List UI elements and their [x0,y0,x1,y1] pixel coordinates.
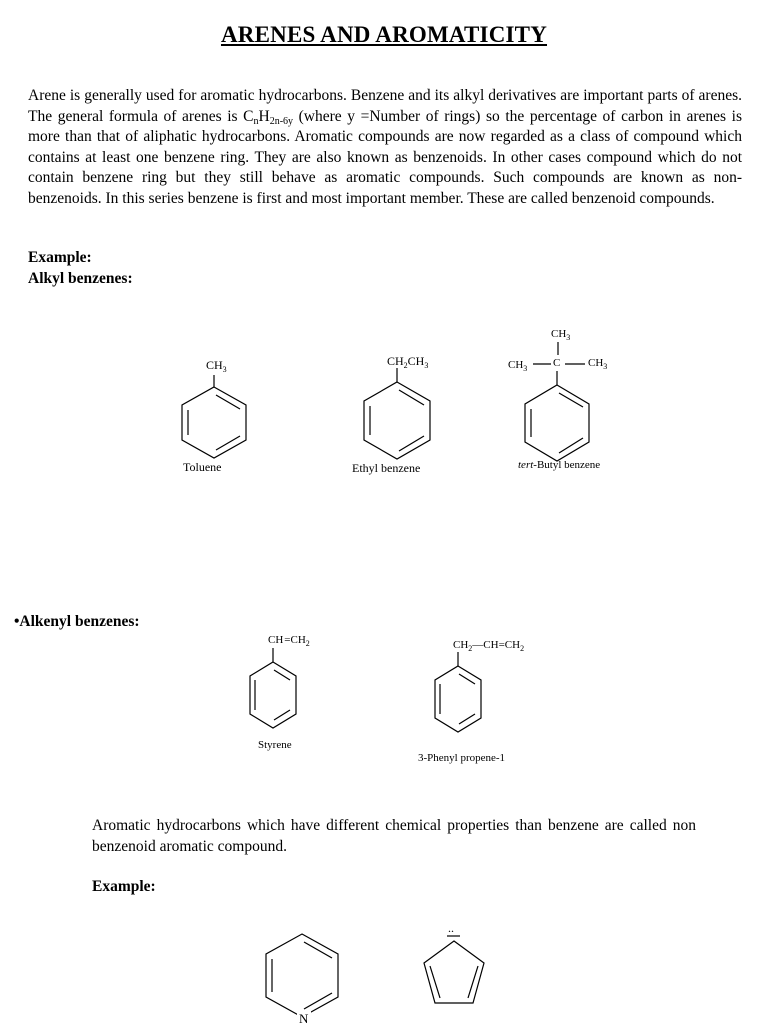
intro-text-1: Arene is generally used for aromatic hydrocarbons. Benzene and its alkyl derivatives are important parts of arenes. The general formula of arenes is C [28,87,742,125]
example-label: Example: [28,249,92,266]
page-title: ARENES AND AROMATICITY [220,22,548,47]
tbutyl-center-atom: C [553,357,561,369]
example-label-2: Example: [92,878,156,895]
propene-name: 3-Phenyl propene-1 [418,752,506,764]
pyridine-structure [266,934,338,1024]
formula-sub-h: 2n-6y [269,115,294,127]
propene-group-label: $CH_2—CH=CH_2$ [453,639,525,653]
ethylbenzene-name: Ethyl benzene [352,461,421,475]
cyclopentadienyl-structure [424,921,484,1003]
alkyl-benzenes-heading: Alkyl benzenes: [28,270,133,287]
tbutyl-left-label: $CH_3$ [508,359,528,373]
toluene-group-label: $CH_3$ [206,358,227,374]
tbutyl-name-rest: -Butyl benzene [533,459,601,471]
toluene-name: Toluene [183,460,222,474]
non-benzenoid-paragraph: Aromatic hydrocarbons which have different chemical properties than benzene are called non benzenoid aromatic compound. [92,817,696,855]
formula-h: H [258,107,270,125]
ethyl-group-label: $CH_2CH_3$ [387,354,429,370]
styrene-group-label: $CH=CH_2$ [268,634,310,648]
tert-butylbenzene-structure [508,328,607,471]
tbutyl-top-label: $CH_3$ [551,328,571,342]
intro-text-2: (where y =Number of rings) so the percentage of carbon in arenes is more than that of aliphatic hydrocarbons. Aromatic compounds are now regarded as a class of compound which contains at least one benzene ring. They are also known as benzenoids. In other cases compound which do not contain benzene ring but they still behave as aromatic compounds. Such compounds are known as non-benzenoids. In this series benzene is first and most important member. These are called benzenoid compounds. [28,107,742,207]
ethylbenzene-structure [352,354,430,475]
phenylpropene-structure [418,639,524,764]
pyridine-nitrogen: N [299,1011,309,1024]
styrene-structure [250,634,310,751]
alkenyl-benzenes-heading: •Alkenyl benzenes: [14,613,140,630]
lone-pair-dots: .. [448,921,454,935]
tbutyl-prefix: tert [518,459,534,471]
tbutyl-right-label: $CH_3$ [588,357,608,371]
tbutyl-name [518,459,600,471]
formula-sub-n: n [253,115,259,127]
styrene-name: Styrene [258,739,292,751]
toluene-structure [182,358,246,474]
